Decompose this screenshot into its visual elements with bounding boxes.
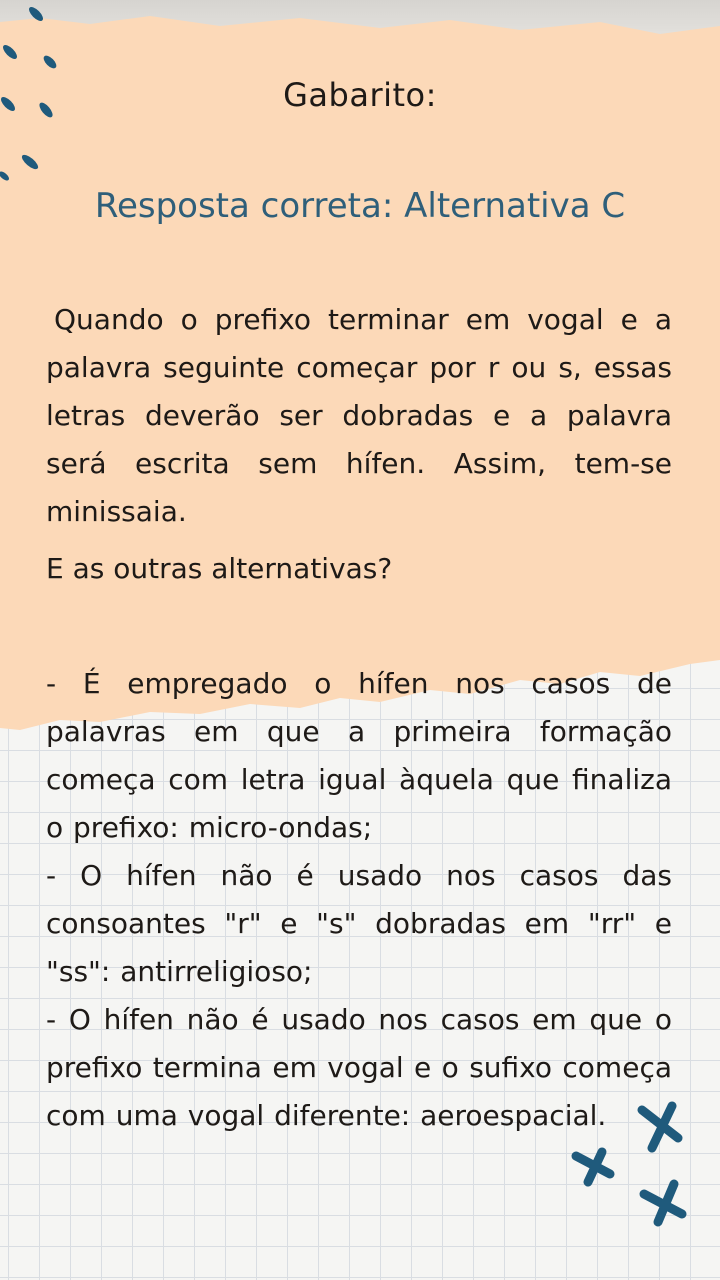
alternatives-list xyxy=(46,660,672,1140)
others-heading: E as outras alternativas? xyxy=(46,552,393,585)
explanation-paragraph: Quando o prefixo terminar em vogal e a palavra seguinte começar por r ou s, essas letras deverão ser dobradas e a palavra será escrita sem hífen. Assim, tem-se minissaia. xyxy=(46,303,672,528)
list-item: - O hífen não é usado nos casos em que o prefixo termina em vogal e o sufixo começa com uma vogal diferente: aeroespacial. xyxy=(46,1003,672,1132)
answer-line: Resposta correta: Alternativa C xyxy=(94,186,626,226)
list-item: - O hífen não é usado nos casos das consoantes "r" e "s" dobradas em "rr" e "ss": antirreligioso; xyxy=(46,859,672,988)
page-title: Gabarito: xyxy=(283,76,437,114)
list-item: - É empregado o hífen nos casos de palavras em que a primeira formação começa com letra igual àquela que finaliza o prefixo: micro-ondas; xyxy=(46,667,672,844)
